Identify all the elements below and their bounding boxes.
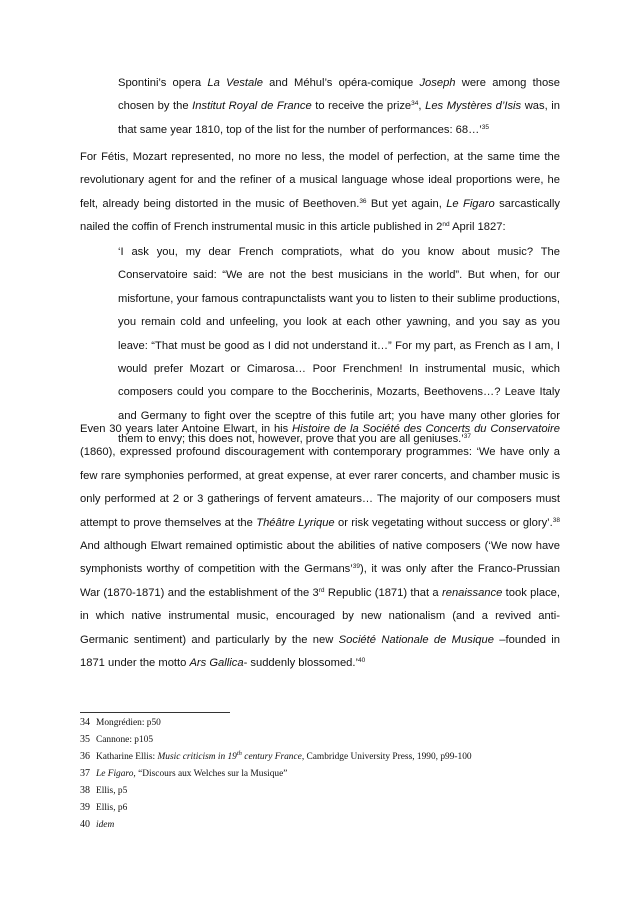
footnote-number: 38 — [80, 785, 90, 796]
footnote-title: Music criticism in 19 — [157, 752, 237, 762]
footnote-text: Ellis, p5 — [96, 786, 128, 796]
text: took place, in which native instrumental music, encouraged by new nationalism (and a revived anti-Germanic sentiment) and particularly by the new — [80, 586, 561, 646]
text: was, in that same year 1810, top of the list for the number of performances: 68…’ — [118, 100, 560, 136]
ordinal-suffix: th — [236, 750, 242, 757]
paragraph-fetis — [80, 146, 560, 240]
text: Spontini’s opera — [118, 77, 208, 89]
italic-text: Les Mystères d’Isis — [425, 100, 522, 113]
text: Republic (1871) that a — [324, 586, 442, 599]
paragraph-elwart — [80, 418, 560, 675]
text: For Fétis, Mozart represented, no more no less, the model of perfection, at the same time the revolutionary agent for and the refiner of a musical language whose ideal proportions were, he felt, already being distorted in the music of Beethoven. — [80, 151, 560, 210]
ordinal-suffix: nd — [442, 221, 450, 229]
footnote-ref[interactable]: 38 — [552, 516, 560, 524]
footnote-36 — [80, 750, 472, 765]
footnote-text: Cannone: p105 — [96, 735, 154, 745]
italic-text: Joseph — [419, 77, 456, 89]
footnote-ref[interactable]: 39 — [352, 563, 360, 571]
text: But yet again, — [366, 197, 447, 210]
footnote-number: 39 — [80, 802, 90, 813]
italic-text: Ars Gallica — [189, 657, 244, 670]
footnote-number: 36 — [80, 751, 90, 762]
text: –founded in 1871 under the motto — [80, 633, 560, 670]
footnote-text: , Cambridge University Press, 1990, p99-100 — [301, 752, 472, 762]
footnote-ref[interactable]: 34 — [411, 100, 419, 108]
footnote-38 — [80, 784, 127, 799]
footnote-separator — [80, 712, 230, 713]
block-quote-1 — [118, 72, 560, 142]
italic-text: La Vestale — [207, 77, 263, 89]
footnote-ref[interactable]: 40 — [357, 657, 366, 665]
text: were among those chosen by the — [118, 77, 560, 113]
italic-text: Le Figaro — [446, 197, 495, 210]
ordinal-suffix: rd — [318, 586, 325, 594]
italic-text: renaissance — [442, 586, 503, 599]
text: April 1827: — [449, 221, 506, 234]
footnote-ref[interactable]: 35 — [481, 123, 490, 131]
italic-text: Théâtre Lyrique — [256, 516, 335, 529]
footnote-34 — [80, 716, 161, 731]
text: , — [418, 100, 426, 113]
text: ), it was only after the Franco-Prussian War (1870-1871) and the establishment of the 3 — [80, 563, 560, 599]
footnote-number: 35 — [80, 734, 90, 745]
text: ‘I ask you, my dear French compratiots, what do you know about music? The Conservatoire said: “We are not the best musicians in the world”. But when, for our misfortune, your famous contrapunctalists want you to listen to their sublime productions, you remain cold and unfeeling, you look at each other yawning, and you say as you leave: “That must be good as I did not understand it…” For my part, as French as I am, I would prefer Mozart or Cimarosa… Poor Frenchmen! In instrumental music, which composers could you compare to the Boccherinis, Mozarts, Beethovens…? Leave Italy and Germany to fight over the sceptre of this futile art; you have many other glories for them to envy; this does not, however, prove that you are all geniuses.’ — [118, 246, 560, 446]
text: and Méhul’s opéra-comique — [262, 77, 420, 89]
text: sarcastically nailed the coffin of French instrumental music in this article published in 2 — [80, 197, 560, 234]
footnote-title: Le Figaro — [96, 769, 134, 779]
footnote-ref[interactable]: 36 — [359, 197, 367, 205]
text: (1860), expressed profound discouragement with contemporary programmes: ‘We have only a few rare symphonies performed, at great expense, at ever rarer concerts, and chamber music is only performed at 2 or 3 gatherings of fervent amateurs… The majority of our composers must attempt to prove themselves at the — [80, 446, 560, 529]
text: - suddenly blossomed.’ — [243, 657, 358, 670]
footnote-title: idem — [96, 820, 115, 830]
text: Even 30 years later Antoine Elwart, in his — [80, 423, 293, 435]
footnote-number: 40 — [80, 819, 90, 830]
footnote-number: 34 — [80, 717, 90, 728]
footnote-35 — [80, 733, 153, 748]
text: or risk vegetating without success or glory’. — [334, 516, 553, 529]
italic-text: Société Nationale de Musique — [338, 633, 494, 646]
footnote-37 — [80, 767, 287, 782]
footnote-text: Katharine Ellis: — [96, 752, 158, 762]
italic-text: Histoire de la Société des Concerts du Conservatoire — [292, 423, 560, 435]
text: And although Elwart remained optimistic about the abilities of native composers (‘We now have symphonists worthy of competition with the Germans’ — [80, 540, 560, 576]
footnote-40 — [80, 818, 114, 833]
footnote-39 — [80, 801, 127, 816]
footnote-number: 37 — [80, 768, 90, 779]
italic-text: Institut Royal de France — [192, 100, 312, 113]
footnote-text: Mongrédien: p50 — [96, 718, 161, 728]
footnote-title: century France — [241, 752, 302, 762]
footnote-text: , “Discours aux Welches sur la Musique” — [133, 769, 288, 779]
footnote-ref[interactable]: 37 — [463, 433, 472, 441]
text: to receive the prize — [311, 100, 412, 113]
footnote-text: Ellis, p6 — [96, 803, 128, 813]
